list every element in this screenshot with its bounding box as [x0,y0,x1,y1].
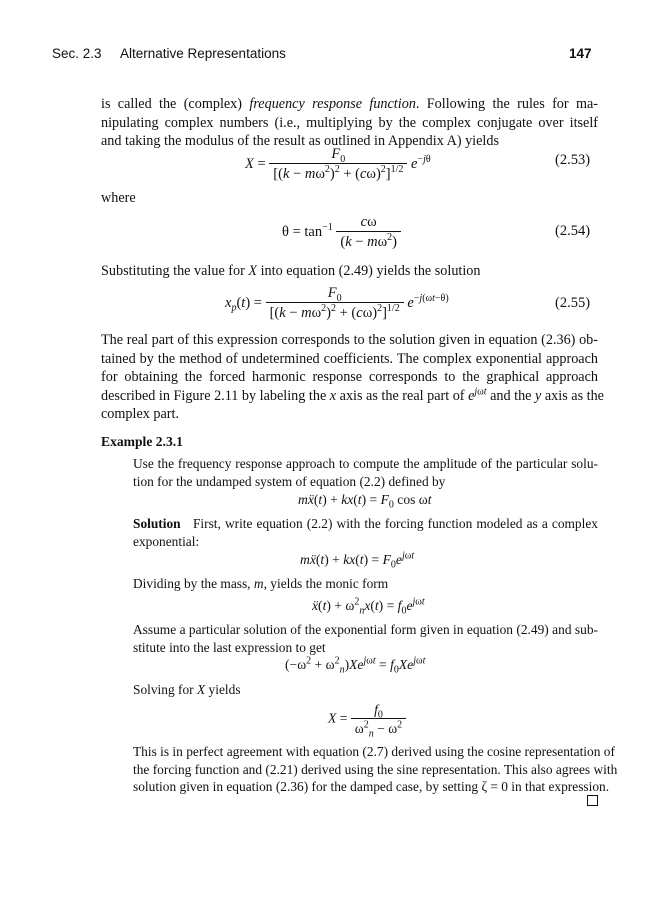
equation-complex-forcing: mẍ(t) + $kx(t) = F_0e^{j\omega t}$ [300,550,415,571]
assume-paragraph: Assume a particular solution of the exponential form given in equation (2.49) and sub- stitute into the last expression to get [133,622,598,655]
equation-2-55: $x_p(t)$ = $\frac{F_0}{[(k - m\omega^2)^2 + (c\omega)^2]^{1/2}}$ $e^{-j(\omega t-\theta)}$ [225,285,449,321]
intro-line-3: and taking the modulus of the result as outlined in Appendix A) yields [101,133,499,150]
equation-undamped-system: mẍ(t) + $kx(t) = F_0$ cos ωt [298,492,432,511]
example-heading: Example 2.3.1 [101,434,183,449]
intro-line-2: nipulating complex numbers (i.e., multiplying by the complex conjugate over itself [101,114,598,131]
equation-amplitude: X = $\frac{f_0}{\omega^2_n - \omega^2}$ [328,702,406,737]
equation-2-53: X = $\frac{F_0}{[(k - m\omega^2)^2 + (c\omega)^2]^{1/2}}$ $e^{-j\theta}$ [245,146,431,182]
header-title: Alternative Representations [120,46,286,61]
frequency-response-term: frequency response function [249,96,416,112]
equation-number-2-55: (2.55) [555,295,591,311]
example-solution: Solution First, write equation (2.2) with the forcing function modeled as a complex exponential: [133,516,598,549]
final-paragraph: This is in perfect agreement with equation (2.7) derived using the cosine representation of the forcing function and (2.21) derived using the sine representation. This also agrees with solution given in equation (2.36) for the damped case, by setting ζ = 0 in that expression. [133,744,618,795]
equation-number-2-54: (2.54) [555,223,591,239]
where-label: where [101,190,136,206]
equation-2-54: $\theta = \tan^{-1}$ $\frac{c\omega}{(k - m\omega^2)}$ [282,214,401,251]
substituting-paragraph: Substituting the value for X into equation (2.49) yields the solution [101,263,481,279]
dividing-text: Dividing by the mass, m, yields the monic form [133,576,389,591]
discussion-paragraph: The real part of this expression corresponds to the solution given in equation (2.36) ob- tained by the method of undetermined coefficients. The complex exponential approach for obtaining the forced harmonic response corresponds to the graphical approach described in Figure 2.11 by labeling the x axis as the real part of $e^{j\omega t}$ and the y axis as the complex part. [101,332,604,423]
intro-line-1: is called the (complex) frequency response function. Following the rules for ma- [101,96,599,112]
equation-monic-form: ẍ(t) + $\omega^2_nx(t) = f_0e^{j\omega t}$ [312,596,425,617]
equation-number-2-53: (2.53) [555,152,591,168]
solving-text: Solving for X yields [133,682,241,697]
header-section: Sec. 2.3 [52,46,102,61]
solution-label: Solution [133,516,181,531]
equation-substituted: $(-\omega^2 + \omega^2_n)Xe^{j\omega t} = f_0Xe^{j\omega t}$ [285,655,426,676]
example-problem: Use the frequency response approach to compute the amplitude of the particular solu- tion for the undamped system of equation (2.2) defined by [133,456,598,489]
end-of-proof-box [587,795,598,806]
intro-paragraph [101,95,598,151]
page-number: 147 [569,46,592,61]
